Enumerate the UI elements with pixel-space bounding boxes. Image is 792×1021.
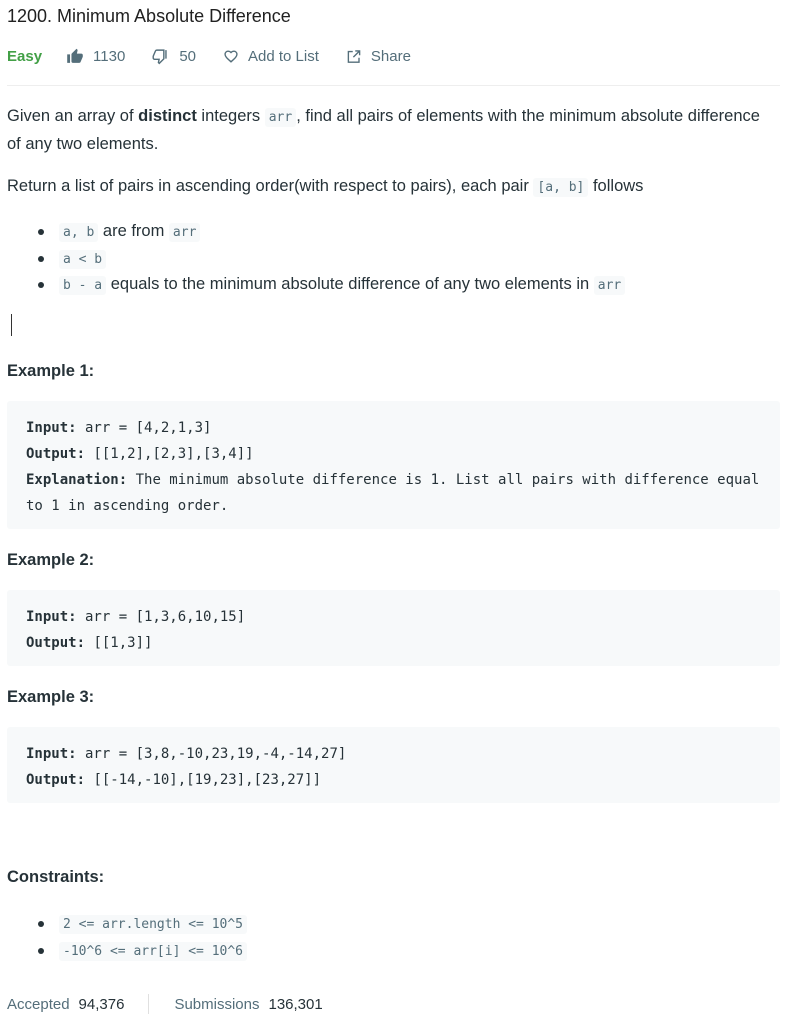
p2-text-a: Return a list of pairs in ascending order(with respect to pairs), each pair bbox=[7, 177, 534, 195]
like-count: 1130 bbox=[93, 47, 126, 65]
list-item bbox=[7, 937, 247, 964]
submissions-count: 136,301 bbox=[268, 995, 323, 1013]
p1-text-a: Given an array of bbox=[7, 107, 139, 125]
rules-list bbox=[7, 218, 625, 298]
p1-inline-code: arr bbox=[265, 108, 296, 127]
accepted-label: Accepted bbox=[7, 995, 70, 1013]
submission-stats bbox=[7, 994, 323, 1014]
output-label: Output: bbox=[26, 772, 86, 788]
example-2-block bbox=[7, 590, 780, 666]
submissions-label: Submissions bbox=[174, 995, 260, 1013]
example-1-input: arr = [4,2,1,3] bbox=[76, 420, 212, 436]
problem-meta-bar bbox=[7, 45, 438, 67]
output-label: Output: bbox=[26, 635, 86, 651]
p1-text-c: , find all pairs of elements with the minimum absolute difference of any two elements. bbox=[7, 107, 760, 153]
add-to-list-button[interactable] bbox=[223, 48, 319, 65]
p1-text-b: integers bbox=[196, 107, 265, 125]
bullet1-code: a, b bbox=[59, 223, 98, 242]
like-button[interactable] bbox=[66, 48, 125, 65]
thumbs-down-icon bbox=[152, 48, 170, 65]
bullet2-code: a < b bbox=[59, 250, 106, 269]
dislike-button[interactable] bbox=[152, 48, 196, 65]
accepted-count: 94,376 bbox=[78, 995, 125, 1013]
dislike-count: 50 bbox=[179, 47, 196, 65]
example-3-heading: Example 3: bbox=[7, 688, 95, 706]
share-button[interactable] bbox=[346, 48, 411, 65]
example-2-input: arr = [1,3,6,10,15] bbox=[76, 609, 246, 625]
example-1-explanation: The minimum absolute difference is 1. List all pairs with difference equal to 1 in ascending order. bbox=[26, 472, 768, 514]
thumbs-up-icon bbox=[66, 48, 84, 65]
example-3-input: arr = [3,8,-10,23,19,-4,-14,27] bbox=[76, 746, 347, 762]
description-paragraph-2 bbox=[7, 173, 643, 201]
list-item bbox=[7, 271, 625, 298]
output-label: Output: bbox=[26, 446, 86, 462]
p1-bold-text: distinct bbox=[138, 107, 197, 125]
p2-text-b: follows bbox=[588, 177, 644, 195]
input-label: Input: bbox=[26, 420, 77, 436]
example-1-block bbox=[7, 401, 780, 529]
p2-inline-code: [a, b] bbox=[533, 178, 588, 197]
description-paragraph-1 bbox=[7, 103, 767, 158]
example-3-output: [[-14,-10],[19,23],[23,27]] bbox=[85, 772, 322, 788]
problem-title: 1200. Minimum Absolute Difference bbox=[7, 6, 291, 26]
input-label: Input: bbox=[26, 609, 77, 625]
header-divider bbox=[7, 85, 780, 86]
example-1-output: [[1,2],[2,3],[3,4]] bbox=[85, 446, 254, 462]
constraints-list bbox=[7, 910, 247, 963]
input-label: Input: bbox=[26, 746, 77, 762]
list-item bbox=[7, 218, 625, 245]
list-item bbox=[7, 910, 247, 937]
bullet3-text: equals to the minimum absolute difference of any two elements in bbox=[106, 275, 594, 293]
bullet3-code-2: arr bbox=[594, 276, 625, 295]
example-2-heading: Example 2: bbox=[7, 551, 95, 569]
explanation-label: Explanation: bbox=[26, 472, 128, 488]
add-to-list-label: Add to List bbox=[248, 47, 319, 65]
share-label: Share bbox=[370, 47, 411, 65]
example-3-block bbox=[7, 727, 780, 803]
bullet3-code: b - a bbox=[59, 276, 106, 295]
stats-divider bbox=[148, 994, 149, 1014]
heart-icon bbox=[223, 49, 239, 64]
text-cursor bbox=[11, 314, 12, 336]
bullet1-code-2: arr bbox=[169, 223, 200, 242]
constraint-1: 2 <= arr.length <= 10^5 bbox=[59, 915, 247, 934]
list-item bbox=[7, 245, 625, 272]
example-1-heading: Example 1: bbox=[7, 362, 95, 380]
bullet1-text: are from bbox=[98, 222, 169, 240]
constraint-2: -10^6 <= arr[i] <= 10^6 bbox=[59, 942, 247, 961]
difficulty-badge: Easy bbox=[7, 47, 43, 65]
example-2-output: [[1,3]] bbox=[85, 635, 153, 651]
share-icon bbox=[346, 49, 362, 64]
constraints-heading: Constraints: bbox=[7, 868, 105, 886]
